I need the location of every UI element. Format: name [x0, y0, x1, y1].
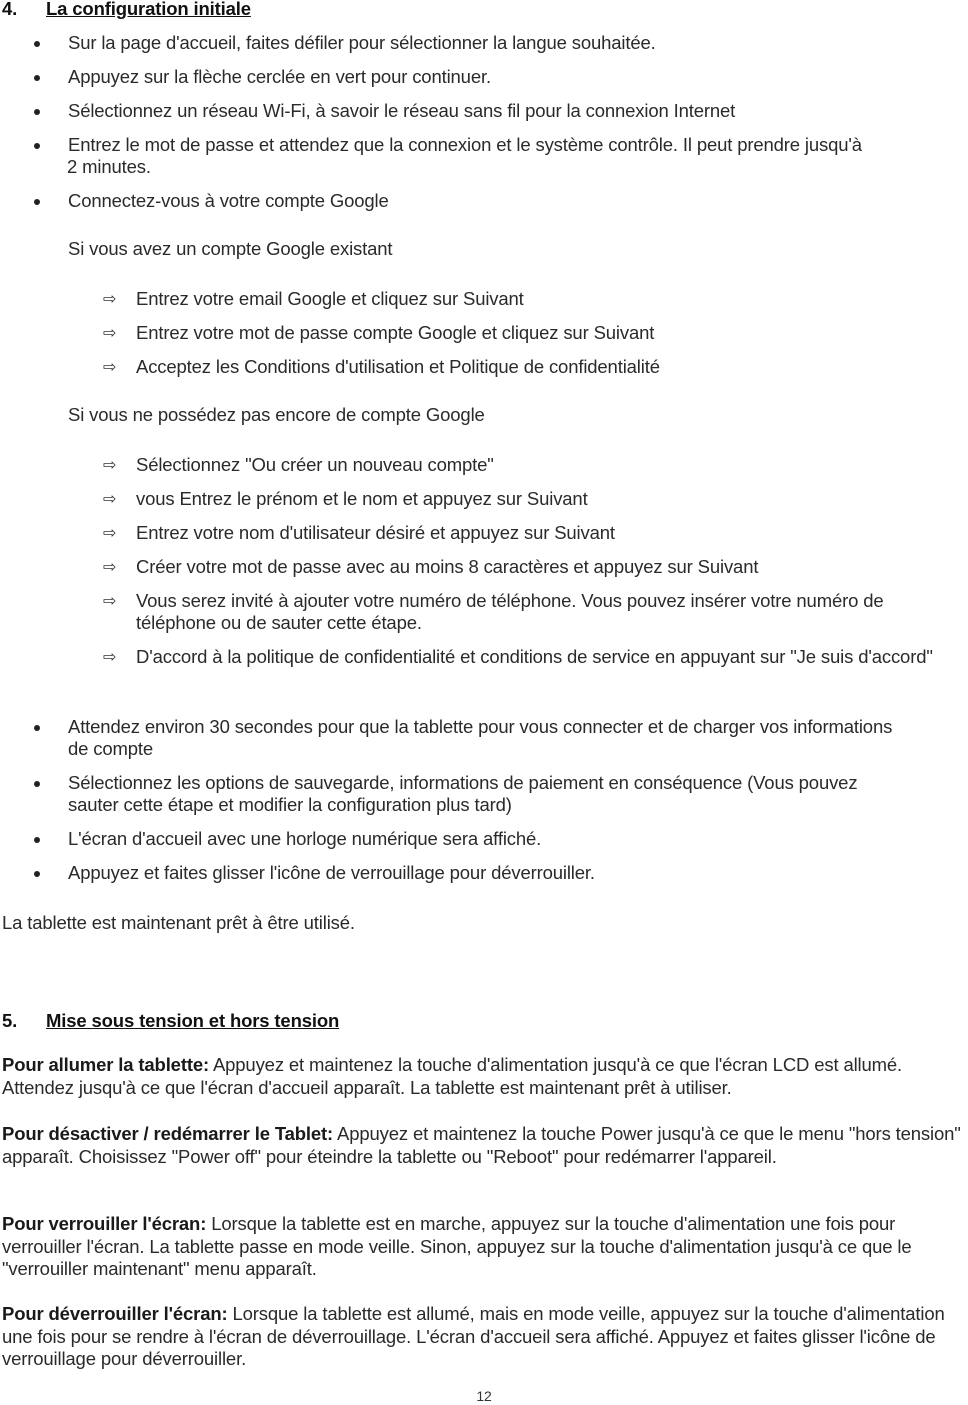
power-on-paragraph — [2, 1054, 964, 1099]
paragraph-text: Lorsque la tablette est allumé, mais en mode veille, appuyez sur la touche d'alimentation une fois pour se rendre à l'écran de déverrouillage. L'écran d'accueil sera affiché. Appuyez et faites glisser l'icône de verrouillage pour déverrouiller. — [2, 1303, 945, 1369]
closing-sentence: La tablette est maintenant prêt à être utilisé. — [2, 912, 355, 933]
arrow-right-icon: ⇨ — [103, 289, 117, 308]
list-item: Connectez-vous à votre compte Google — [0, 190, 968, 212]
setup-bullet-list-2 — [0, 716, 968, 884]
section-title: Mise sous tension et hors tension — [46, 1010, 340, 1031]
list-item-continuation: 2 minutes. — [67, 156, 151, 177]
list-item: ⇨ Acceptez les Conditions d'utilisation et Politique de confidentialité — [103, 356, 660, 377]
section-4-heading — [2, 0, 251, 20]
paragraph-label: Pour désactiver / redémarrer le Tablet: — [2, 1123, 334, 1144]
list-item: ⇨ vous Entrez le prénom et le nom et appuyez sur Suivant — [103, 488, 588, 509]
arrow-right-icon: ⇨ — [103, 323, 117, 342]
existing-account-steps — [0, 288, 968, 378]
paragraph-text: Appuyez et maintenez la touche Power jusqu'à ce que le menu "hors tension" apparaît. Choisissez "Power off" pour éteindre la tablette ou "Reboot" pour redémarrer l'appareil. — [2, 1123, 961, 1167]
section-number: 4. — [2, 0, 18, 19]
arrow-right-icon: ⇨ — [103, 591, 117, 610]
setup-bullet-list-cont — [0, 190, 968, 212]
arrow-right-icon: ⇨ — [103, 455, 117, 474]
paragraph-label: Pour déverrouiller l'écran: — [2, 1303, 228, 1324]
list-item: Sur la page d'accueil, faites défiler pour sélectionner la langue souhaitée. — [0, 32, 968, 54]
list-item: Appuyez sur la flèche cerclée en vert pour continuer. — [0, 66, 968, 88]
list-item: L'écran d'accueil avec une horloge numérique sera affiché. — [0, 828, 908, 850]
list-item: Appuyez et faites glisser l'icône de verrouillage pour déverrouiller. — [0, 862, 908, 884]
section-5-heading — [2, 1010, 339, 1032]
arrow-right-icon: ⇨ — [103, 557, 117, 576]
paragraph-label: Pour verrouiller l'écran: — [2, 1213, 207, 1234]
arrow-right-icon: ⇨ — [103, 489, 117, 508]
arrow-right-icon: ⇨ — [103, 357, 117, 376]
paragraph-label: Pour allumer la tablette: — [2, 1054, 209, 1075]
lock-screen-paragraph — [2, 1213, 964, 1281]
arrow-right-icon: ⇨ — [103, 523, 117, 542]
list-item: ⇨ Vous serez invité à ajouter votre numéro de téléphone. Vous pouvez insérer votre numéro de téléphone ou de sauter cette étape. — [103, 590, 884, 633]
list-item: Attendez environ 30 secondes pour que la tablette pour vous connecter et de charger vos informations de compte — [0, 716, 908, 760]
list-item: ⇨ Entrez votre mot de passe compte Google et cliquez sur Suivant — [103, 322, 655, 343]
page-number: 12 — [476, 1388, 492, 1404]
new-account-steps — [0, 454, 968, 668]
arrow-right-icon: ⇨ — [103, 647, 117, 666]
list-item: ⇨ Créer votre mot de passe avec au moins 8 caractères et appuyez sur Suivant — [103, 556, 759, 577]
existing-account-label: Si vous avez un compte Google existant — [68, 238, 393, 259]
section-number: 5. — [2, 1010, 18, 1031]
list-item: ⇨ Entrez votre email Google et cliquez sur Suivant — [103, 288, 524, 309]
list-item: ⇨ Sélectionnez "Ou créer un nouveau compte" — [103, 454, 494, 475]
unlock-screen-paragraph — [2, 1303, 964, 1371]
section-title: La configuration initiale — [46, 0, 251, 19]
list-item: Sélectionnez un réseau Wi-Fi, à savoir le réseau sans fil pour la connexion Internet — [0, 100, 968, 122]
list-item: Entrez le mot de passe et attendez que la connexion et le système contrôle. Il peut prendre jusqu'à — [0, 134, 968, 156]
list-item: Sélectionnez les options de sauvegarde, informations de paiement en conséquence (Vous pouvez sauter cette étape et modifier la configuration plus tard) — [0, 772, 908, 816]
list-item: ⇨ D'accord à la politique de confidentialité et conditions de service en appuyant sur "Je suis d'accord" — [103, 646, 933, 667]
new-account-label: Si vous ne possédez pas encore de compte Google — [68, 404, 485, 425]
setup-bullet-list — [0, 32, 968, 156]
list-item: ⇨ Entrez votre nom d'utilisateur désiré et appuyez sur Suivant — [103, 522, 615, 543]
paragraph-text: Lorsque la tablette est en marche, appuyez sur la touche d'alimentation une fois pour verrouiller l'écran. La tablette passe en mode veille. Sinon, appuyez sur la touche d'alimentation jusqu'à ce que le "verrouiller maintenant" menu apparaît. — [2, 1213, 912, 1279]
power-off-paragraph — [2, 1123, 964, 1168]
paragraph-text: Appuyez et maintenez la touche d'alimentation jusqu'à ce que l'écran LCD est allumé. Attendez jusqu'à ce que l'écran d'accueil apparaît. La tablette est maintenant prêt à utiliser. — [2, 1054, 903, 1098]
